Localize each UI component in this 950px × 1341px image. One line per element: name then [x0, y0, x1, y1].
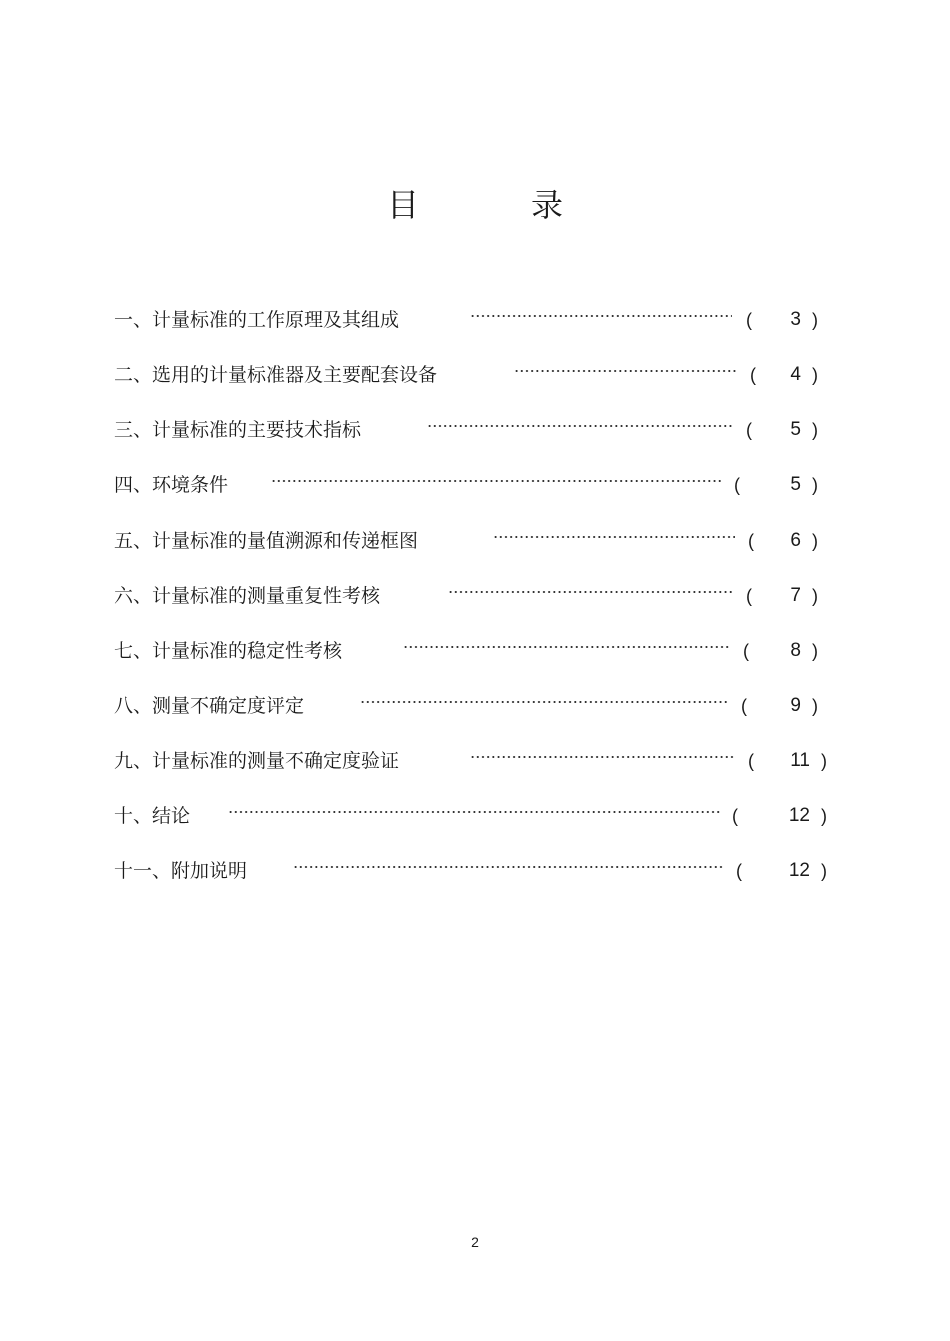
toc-entry[interactable]: [0, 801, 950, 831]
toc-close-paren: ): [812, 641, 818, 661]
toc-entry[interactable]: [0, 415, 950, 445]
toc-entry-label: 四、环境条件: [114, 474, 229, 496]
toc-close-paren: ): [812, 586, 818, 606]
toc-close-paren: ): [812, 310, 818, 330]
toc-entry-label: 二、选用的计量标准器及主要配套设备: [114, 364, 438, 386]
page-title: [0, 180, 950, 226]
toc-entry[interactable]: [0, 526, 950, 556]
toc-entry[interactable]: [0, 691, 950, 721]
toc-entry-label: 九、计量标准的测量不确定度验证: [114, 750, 400, 772]
toc-open-paren: (: [748, 751, 754, 771]
toc-open-paren: (: [746, 586, 752, 606]
toc-entry-label: 三、计量标准的主要技术指标: [114, 419, 362, 441]
toc-page-number: 8: [790, 640, 801, 661]
toc-open-paren: (: [741, 696, 747, 716]
toc-close-paren: ): [812, 420, 818, 440]
toc-entry[interactable]: [0, 856, 950, 886]
toc-open-paren: (: [736, 861, 742, 881]
toc-entry[interactable]: [0, 636, 950, 666]
toc-leader-dots: [448, 589, 732, 595]
toc-page-number: 12: [788, 860, 810, 881]
toc-open-paren: (: [743, 641, 749, 661]
toc-open-paren: (: [732, 806, 738, 826]
toc-open-paren: (: [746, 420, 752, 440]
toc-leader-dots: [228, 809, 720, 815]
toc-page-number: 5: [790, 419, 801, 440]
toc-entry-label: 十一、附加说明: [114, 860, 248, 882]
toc-close-paren: ): [821, 861, 827, 881]
toc-leader-dots: [403, 644, 730, 650]
toc-leader-dots: [360, 699, 727, 705]
page-number: 2: [471, 1234, 479, 1250]
toc-leader-dots: [470, 313, 732, 319]
toc-leader-dots: [271, 478, 722, 484]
toc-open-paren: (: [750, 365, 756, 385]
toc-entry-label: 十、结论: [114, 805, 191, 827]
toc-leader-dots: [514, 368, 736, 374]
title-char-2: 录: [531, 186, 564, 224]
toc-close-paren: ): [812, 475, 818, 495]
toc-page-number: 4: [790, 364, 801, 385]
toc-page-number: 6: [790, 530, 801, 551]
toc-entry-label: 六、计量标准的测量重复性考核: [114, 585, 381, 607]
toc-open-paren: (: [748, 531, 754, 551]
toc-close-paren: ): [812, 365, 818, 385]
toc-page-number: 12: [788, 805, 810, 826]
toc-close-paren: ): [812, 696, 818, 716]
toc-leader-dots: [293, 864, 723, 870]
toc-entry[interactable]: [0, 746, 950, 776]
toc-close-paren: ): [821, 806, 827, 826]
toc-page-number: 5: [790, 474, 801, 495]
toc-close-paren: ): [812, 531, 818, 551]
toc-close-paren: ): [821, 751, 827, 771]
toc-page-number: 7: [790, 585, 801, 606]
toc-entry[interactable]: [0, 470, 950, 500]
toc-leader-dots: [427, 423, 732, 429]
toc-open-paren: (: [746, 310, 752, 330]
toc-entry-label: 八、测量不确定度评定: [114, 695, 305, 717]
toc-entry[interactable]: [0, 360, 950, 390]
toc-page-number: 3: [790, 309, 801, 330]
toc-leader-dots: [470, 754, 736, 760]
toc-entry[interactable]: [0, 581, 950, 611]
toc-entry[interactable]: [0, 305, 950, 335]
toc-page-number: 9: [790, 695, 801, 716]
toc-page-number: 11: [790, 750, 810, 771]
toc-open-paren: (: [734, 475, 740, 495]
toc-entry-label: 一、计量标准的工作原理及其组成: [114, 309, 400, 331]
title-char-1: 目: [386, 186, 419, 224]
toc-leader-dots: [493, 534, 735, 540]
toc-entry-label: 五、计量标准的量值溯源和传递框图: [114, 530, 419, 552]
toc-entry-label: 七、计量标准的稳定性考核: [114, 640, 343, 662]
